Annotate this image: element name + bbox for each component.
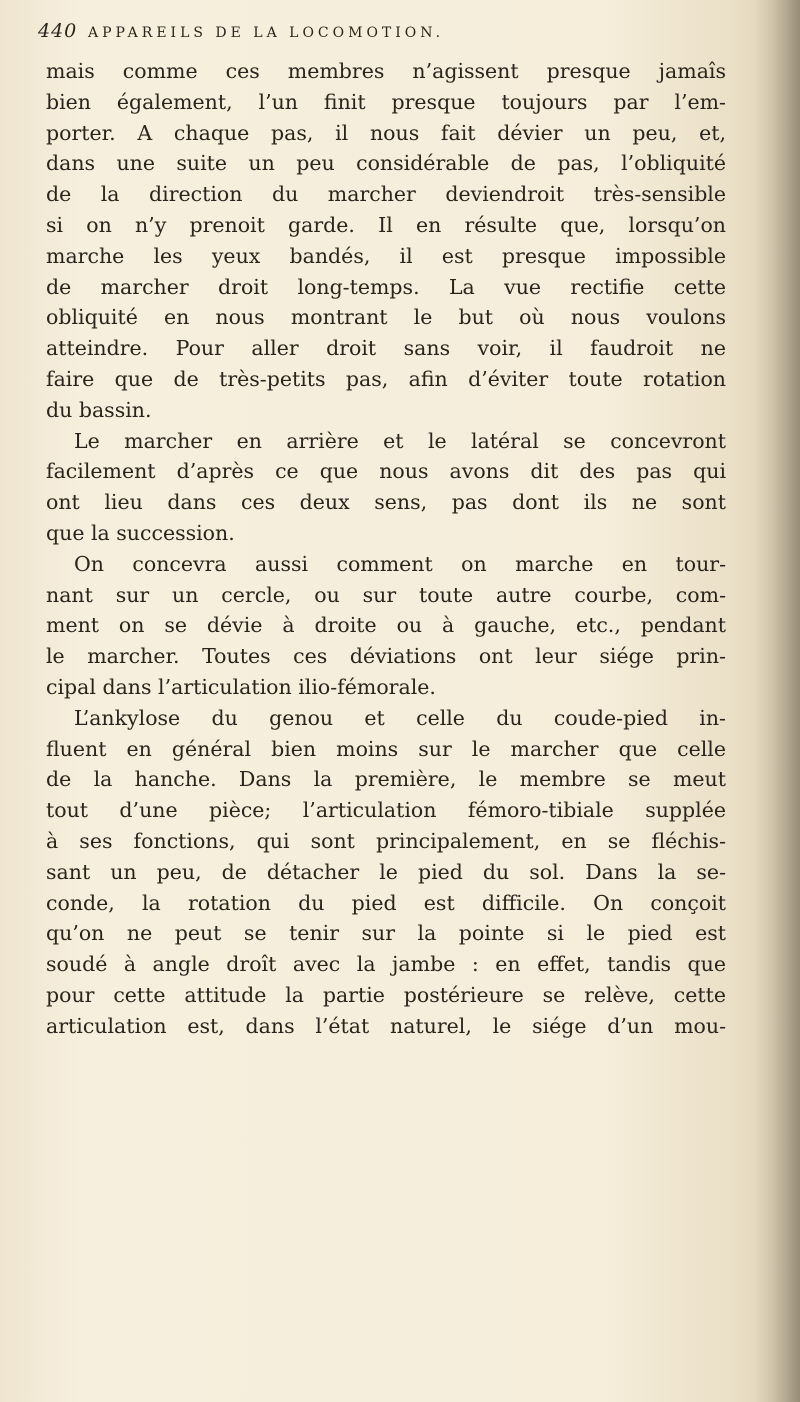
text-line: de la direction du marcher deviendroit très-sensible [46,182,726,207]
text-line: conde, la rotation du pied est difficile. On conçoit [46,890,726,915]
text-line: du bassin. [46,397,152,422]
text-line: le marcher. Toutes ces déviations ont leur siége prin- [46,644,726,669]
text-line: obliquité en nous montrant le but où nous voulons [46,305,726,330]
text-line: à ses fonctions, qui sont principalement, en se fléchis- [46,828,726,853]
text-line: si on n’y prenoit garde. Il en résulte que, lorsqu’on [46,212,726,237]
text-line: ont lieu dans ces deux sens, pas dont ils ne sont [46,490,726,515]
body-text [46,56,726,1042]
text-line: atteindre. Pour aller droit sans voir, il faudroit ne [46,336,726,361]
text-line: bien également, l’un finit presque toujours par l’em- [46,89,726,114]
text-line: soudé à angle droît avec la jambe : en effet, tandis que [46,952,726,977]
text-line: cipal dans l’articulation ilio-fémorale. [46,674,436,699]
text-line: tout d’une pièce; l’articulation fémoro-tibiale supplée [46,798,726,823]
text-line: sant un peu, de détacher le pied du sol. Dans la se- [46,859,726,884]
running-title: APPAREILS DE LA LOCOMOTION. [88,25,445,41]
page-number: 440 [38,20,78,42]
text-line: L’ankylose du genou et celle du coude-pied in- [74,705,726,730]
page-header [38,20,738,52]
text-line: mais comme ces membres n’agissent presque jamaîs [46,59,726,83]
text-line: Le marcher en arrière et le latéral se concevront [74,428,726,453]
text-line: facilement d’après ce que nous avons dit des pas qui [46,459,726,484]
text-line: fluent en général bien moins sur le marcher que celle [46,736,726,761]
text-line: de la hanche. Dans la première, le membre se meut [46,767,726,792]
page-binding-shadow [755,0,800,1402]
text-line: pour cette attitude la partie postérieure se relève, cette [46,982,726,1007]
text-line: que la succession. [46,520,235,545]
text-line: qu’on ne peut se tenir sur la pointe si le pied est [46,921,726,946]
text-line: On concevra aussi comment on marche en tour- [74,551,726,576]
text-line: ment on se dévie à droite ou à gauche, etc., pendant [46,613,726,638]
text-line: de marcher droit long-temps. La vue rectifie cette [46,274,726,299]
text-line: porter. A chaque pas, il nous fait dévier un peu, et, [46,120,726,145]
text-line: nant sur un cercle, ou sur toute autre courbe, com- [46,582,726,607]
text-line: faire que de très-petits pas, afin d’éviter toute rotation [46,366,726,391]
text-line: articulation est, dans l’état naturel, le siége d’un mou- [46,1013,726,1038]
text-line: dans une suite un peu considérable de pas, l’obliquité [46,151,726,176]
text-line: marche les yeux bandés, il est presque impossible [46,243,726,268]
